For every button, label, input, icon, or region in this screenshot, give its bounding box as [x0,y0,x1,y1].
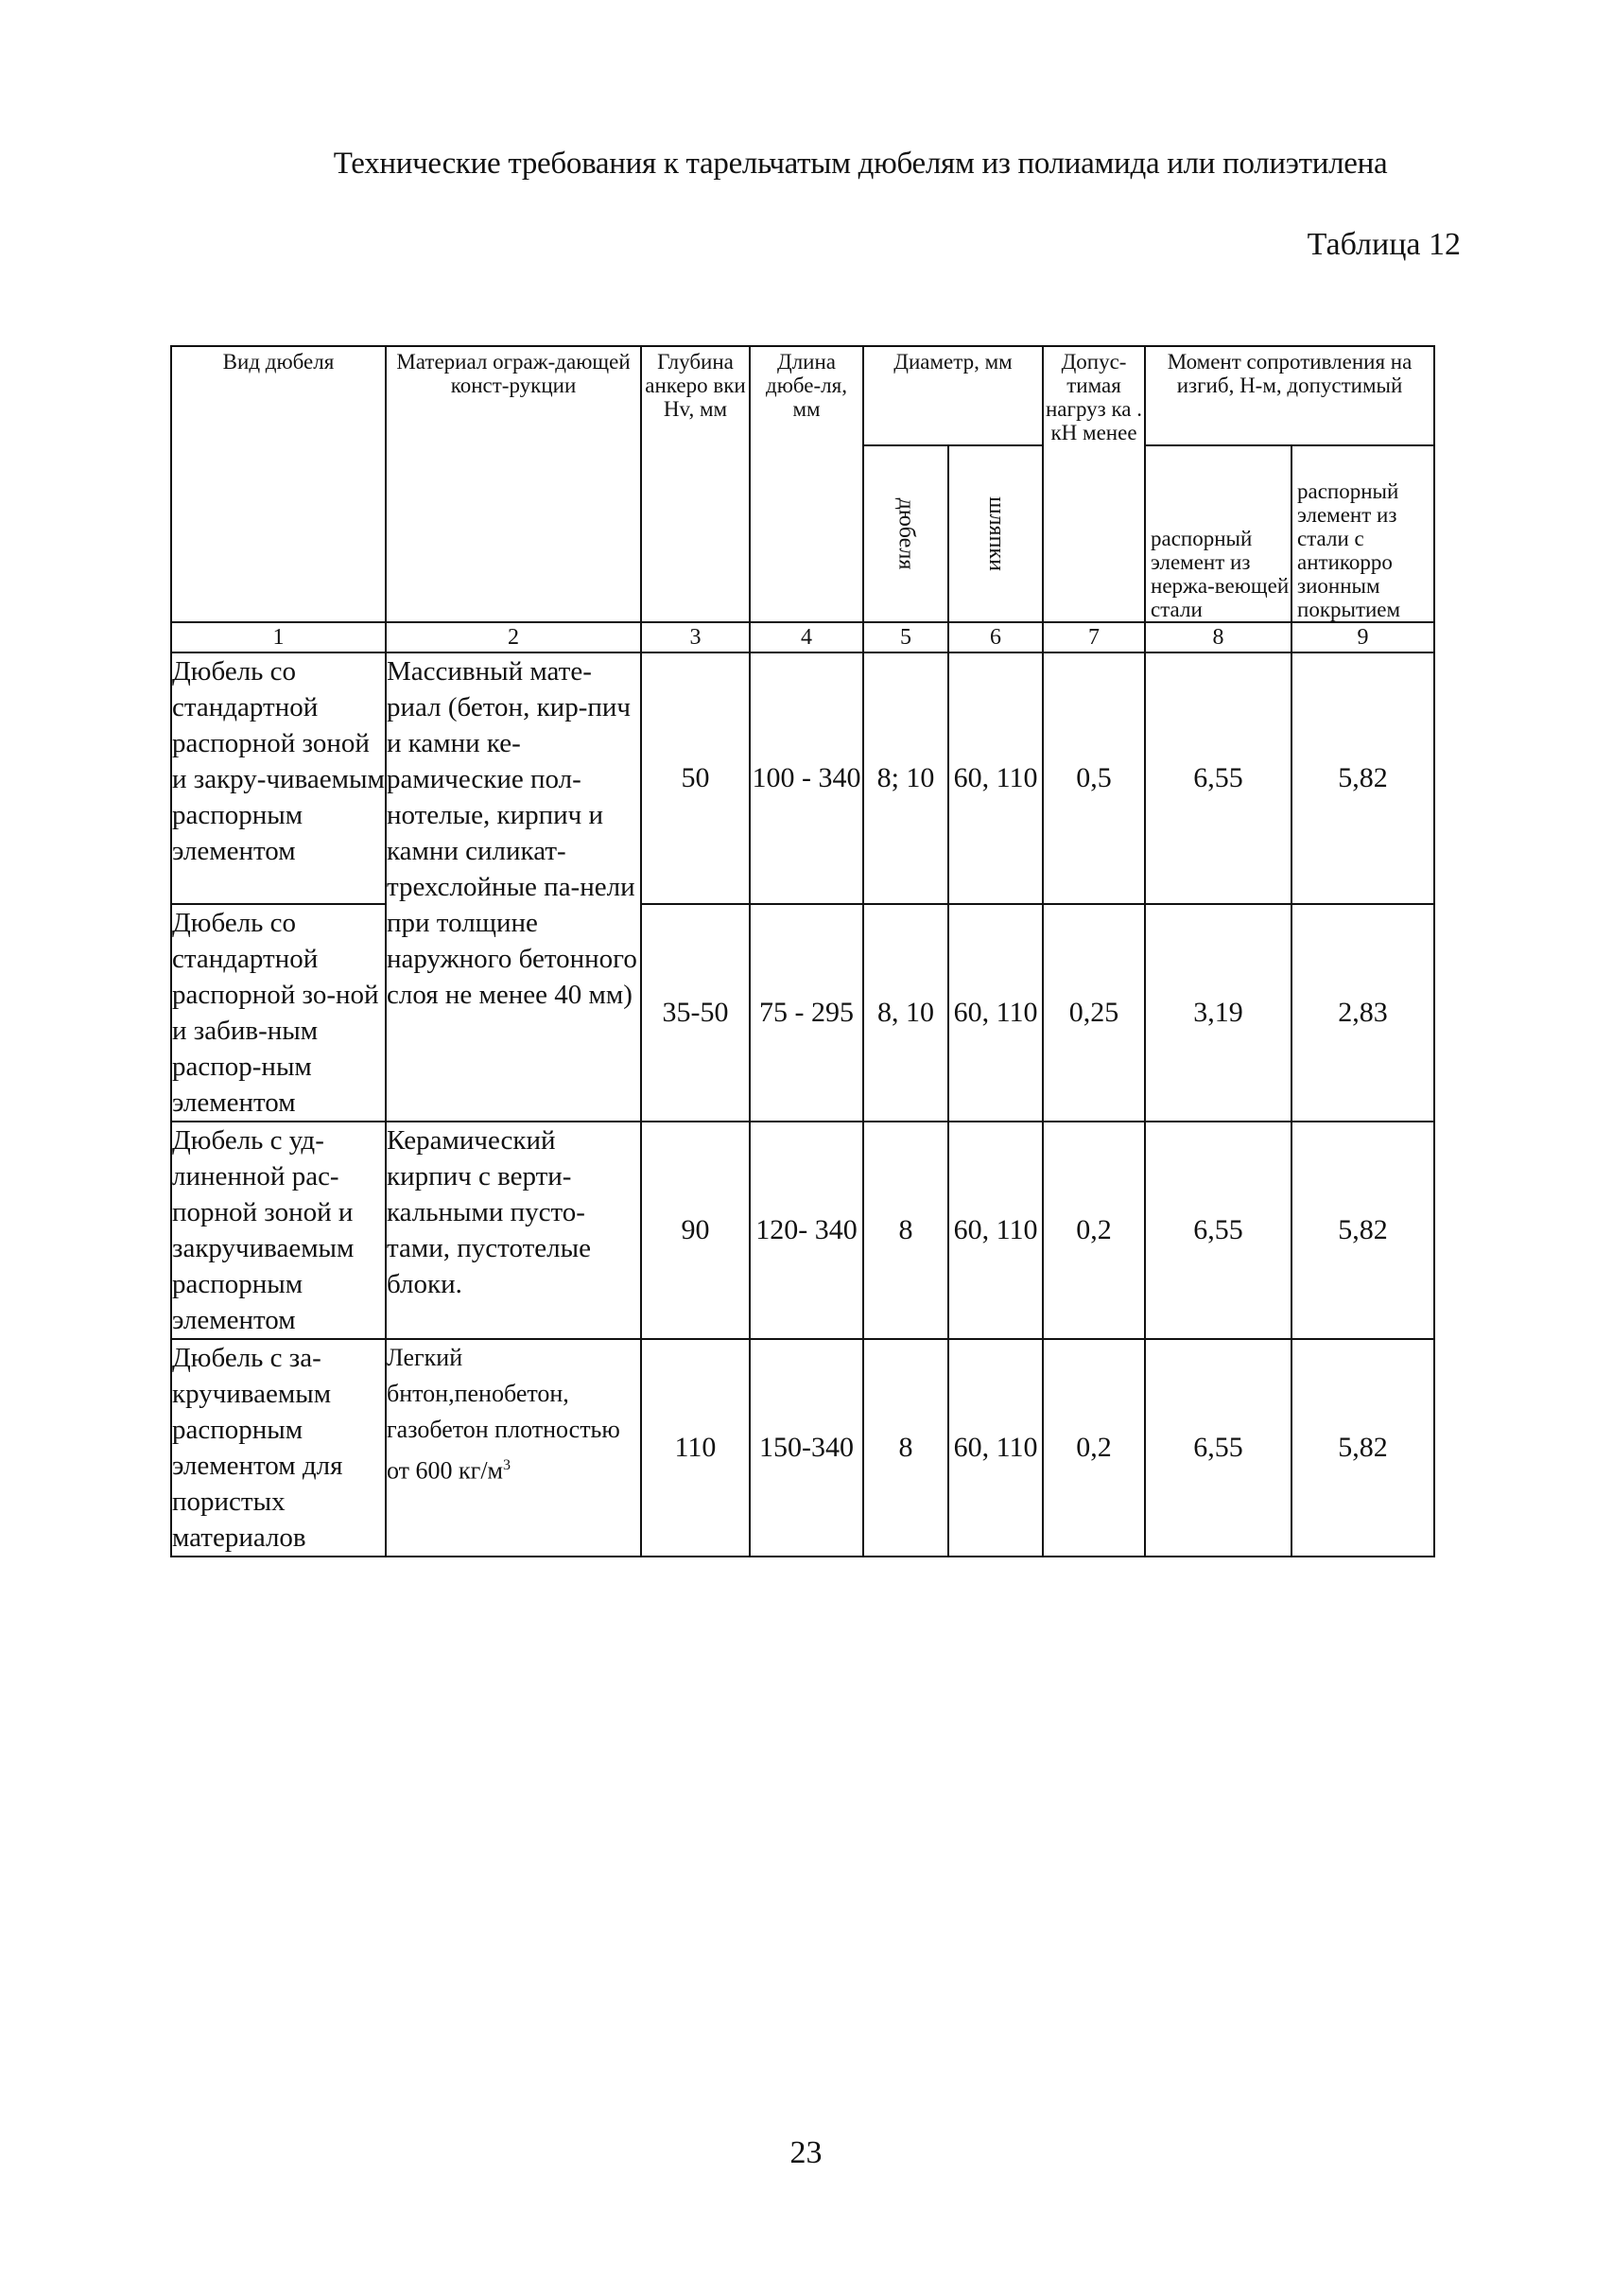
material-superscript: 3 [503,1457,511,1473]
cap-diameter-cell: 60, 110 [948,652,1043,904]
moment-coated-cell: 5,82 [1291,652,1434,904]
header-moment-coated: распорный элемент из стали с антикорро зионным покрытием [1291,445,1434,622]
header-dowel-length: Длина дюбе-ля, мм [750,346,863,622]
header-diameter-cap-label: шляпки [983,496,1009,571]
header-diameter: Диаметр, мм [863,346,1043,445]
column-number: 5 [863,622,948,652]
allowed-load-cell: 0,2 [1043,1339,1145,1557]
header-diameter-dowel [863,445,948,622]
column-number: 7 [1043,622,1145,652]
header-anchor-depth: Глубина анкеро вки Hv, мм [641,346,750,622]
document-title: Технические требования к тарельчатым дюбелям из полиамида или полиэтилена [333,147,1388,181]
column-number-row [171,622,1434,652]
dowel-diameter-cell: 8, 10 [863,904,948,1122]
dowel-length-cell: 75 - 295 [750,904,863,1122]
header-material: Материал ограж-дающей конст-рукции [386,346,641,622]
column-number: 4 [750,622,863,652]
anchor-depth-cell: 90 [641,1122,750,1339]
dowel-type-cell: Дюбель со стандартной распорной зо-ной и забив-ным распор-ным элементом [171,904,386,1122]
column-number: 8 [1145,622,1291,652]
dowel-type-cell: Дюбель с за-кручиваемым распорным элементом для пористых материалов [171,1339,386,1557]
anchor-depth-cell: 110 [641,1339,750,1557]
moment-coated-cell: 2,83 [1291,904,1434,1122]
allowed-load-cell: 0,2 [1043,1122,1145,1339]
column-number: 1 [171,622,386,652]
spec-table [170,345,1435,1557]
anchor-depth-cell: 50 [641,652,750,904]
allowed-load-cell: 0,5 [1043,652,1145,904]
column-number: 2 [386,622,641,652]
moment-stainless-cell: 6,55 [1145,1339,1291,1557]
dowel-length-cell: 150-340 [750,1339,863,1557]
dowel-type-cell: Дюбель с уд-линенной рас-порной зоной и закручиваемым распорным элементом [171,1122,386,1339]
header-moment-stainless: распорный элемент из нержа-веющей стали [1145,445,1291,622]
header-dowel-type: Вид дюбеля [171,346,386,622]
allowed-load-cell: 0,25 [1043,904,1145,1122]
table-label: Таблица 12 [1307,227,1461,262]
moment-stainless-cell: 6,55 [1145,1122,1291,1339]
page-number: 23 [789,2135,823,2170]
header-row-1 [171,346,1434,445]
dowel-length-cell: 120- 340 [750,1122,863,1339]
material-cell: Керамический кирпич с верти-кальными пусто-тами, пустотелые блоки. [386,1122,641,1339]
dowel-diameter-cell: 8 [863,1122,948,1339]
header-diameter-dowel-label: дюбеля [893,497,919,570]
table-row [171,1339,1434,1557]
table-row [171,904,1434,1122]
moment-coated-cell: 5,82 [1291,1122,1434,1339]
anchor-depth-cell: 35-50 [641,904,750,1122]
moment-coated-cell: 5,82 [1291,1339,1434,1557]
column-number: 9 [1291,622,1434,652]
shared-material-cell: Массивный мате-риал (бетон, кир-пич и камни ке-рамические пол-нотелые, кирпич и камни силикат-трехслойные па-нели при толщине наружного бетонного слоя не менее 40 мм) [386,652,641,1122]
cap-diameter-cell: 60, 110 [948,904,1043,1122]
moment-stainless-cell: 3,19 [1145,904,1291,1122]
column-number: 3 [641,622,750,652]
table-row [171,1122,1434,1339]
dowel-type-cell: Дюбель со стандартной распорной зоной и закру-чиваемым распорным элементом [171,652,386,904]
dowel-diameter-cell: 8 [863,1339,948,1557]
material-text: Легкий бнтон,пенобетон, газобетон плотностью от 600 кг/м [387,1344,620,1485]
material-cell [386,1339,641,1557]
dowel-diameter-cell: 8; 10 [863,652,948,904]
header-allowed-load: Допус-тимая нагруз ка . кН менее [1043,346,1145,622]
cap-diameter-cell: 60, 110 [948,1339,1043,1557]
header-bending-moment: Момент сопротивления на изгиб, Н-м, допустимый [1145,346,1434,445]
header-diameter-cap [948,445,1043,622]
table-row [171,652,1434,904]
moment-stainless-cell: 6,55 [1145,652,1291,904]
column-number: 6 [948,622,1043,652]
cap-diameter-cell: 60, 110 [948,1122,1043,1339]
dowel-length-cell: 100 - 340 [750,652,863,904]
